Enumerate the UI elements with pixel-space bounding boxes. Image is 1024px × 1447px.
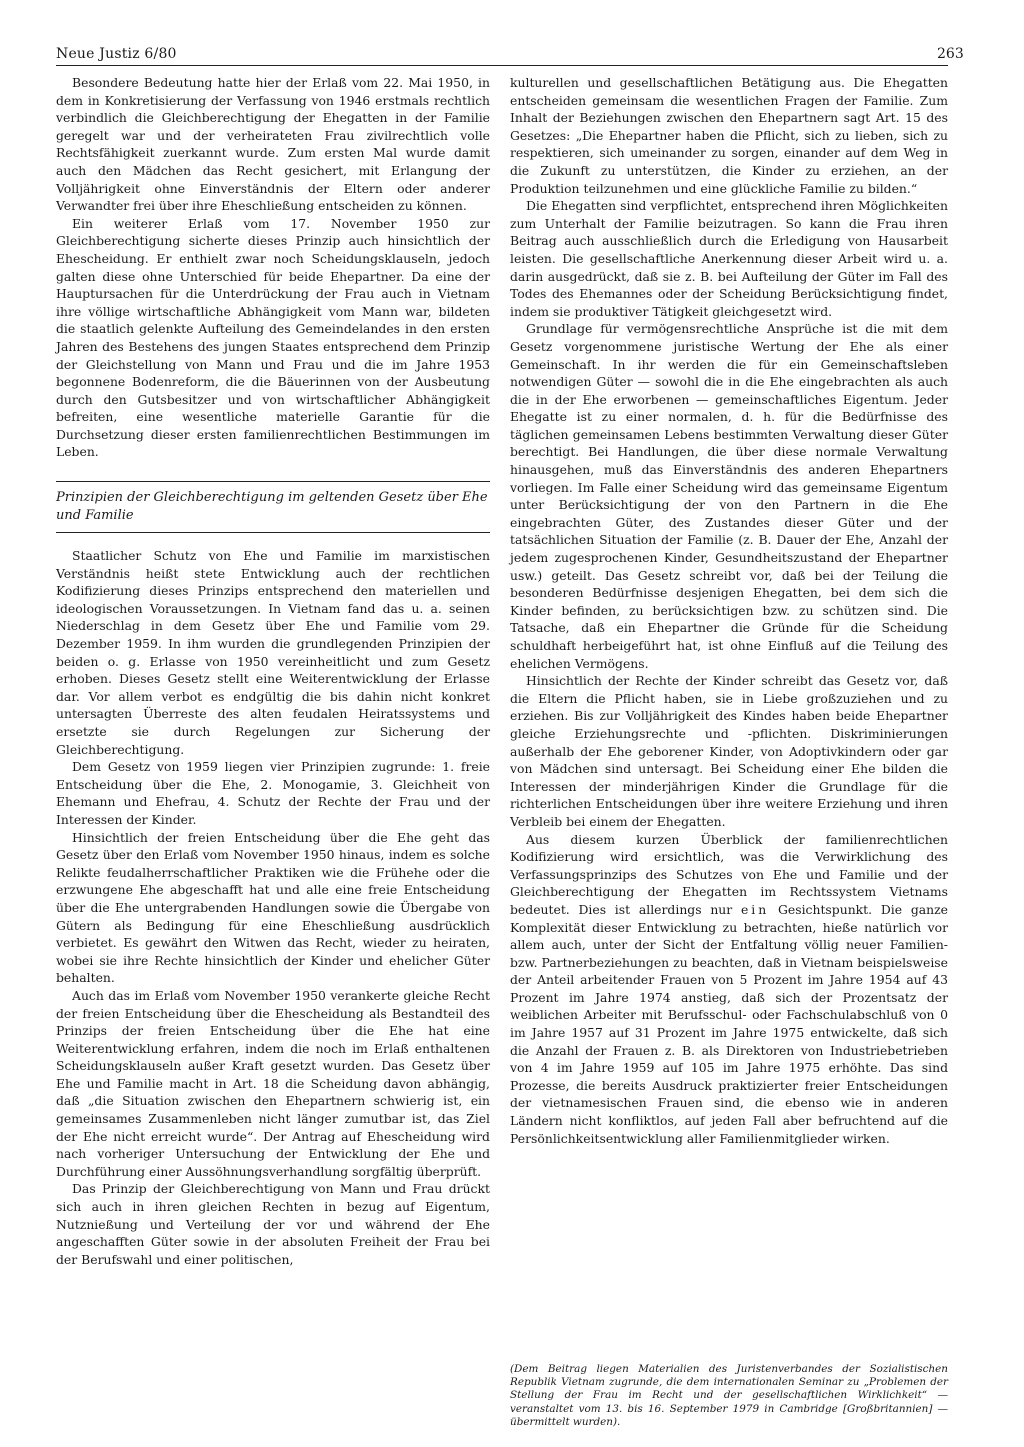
journal-header: Neue Justiz 6/80 <box>56 46 177 62</box>
paragraph: Hinsichtlich der Rechte der Kinder schreibt das Gesetz vor, daß die Eltern die Pflicht haben, sie in Liebe großzuziehen und zu erziehen. Bis zur Volljährigkeit des Kindes haben beide Ehepartner gleiche Erziehungsrechte und -pflichten. Diskriminierungen außerhalb der Ehe geborener Kinder, von Adoptivkindern oder gar von Mädchen sind untersagt. Bei Scheidung einer Ehe bilden die Interessen der minderjährigen Kinder die Grundlage für die richterlichen Entscheidungen über ihre weitere Erziehung und ihren Verbleib bei einem der Ehegatten. <box>510 673 948 829</box>
section-heading: Prinzipien der Gleichberechtigung im geltenden Gesetz über Ehe und Familie <box>56 490 488 524</box>
page-number: 263 <box>937 46 964 62</box>
source-footnote: (Dem Beitrag liegen Materialien des Juristenverbandes der Sozialistischen Republik Vietnam zugrunde, die dem internationalen Seminar zu „Problemen der Stellung der Frau im Recht und der gesellschaftlichen Wirklichkeit“ — veranstaltet vom 13. bis 16. September 1979 in Cambridge [Großbritannien] — übermittelt wurden). <box>510 1363 948 1428</box>
paragraph: Das Prinzip der Gleichberechtigung von Mann und Frau drückt sich auch in ihren gleichen Rechten in bezug auf Eigentum, Nutznießung und Verteilung der vor und während der Ehe angeschafften Güter sowie in der absoluten Freiheit der Frau bei der Berufswahl und einer politischen, <box>56 1181 490 1267</box>
spacer <box>56 533 490 547</box>
header-rule <box>56 65 948 66</box>
left-column <box>56 74 490 1268</box>
paragraph: Die Ehegatten sind verpflichtet, entsprechend ihren Möglichkeiten zum Unterhalt der Familie beizutragen. So kann die Frau ihren Beitrag auch ausschließlich durch die Erledigung von Hausarbeit leisten. Die gesellschaftliche Anerkennung dieser Arbeit wird u. a. darin ausgedrückt, daß sie z. B. bei Aufteilung der Güter im Fall des Todes des Ehemannes oder der Scheidung Berücksichtigung findet, indem sie produktiver Tätigkeit gleichgesetzt wird. <box>510 198 948 319</box>
paragraph <box>510 831 948 1148</box>
emphasized-word: ein <box>740 901 770 917</box>
paragraph: Grundlage für vermögensrechtliche Ansprüche ist die mit dem Gesetz vorgenommene juristische Wertung der Ehe als einer Gemeinschaft. In ihr werden die für ein Gemeinschaftsleben notwendigen Güter — sowohl die in die Ehe eingebrachten als auch die in der Ehe erworbenen — gemeinschaftliches Eigentum. Jeder Ehegatte ist zu einer normalen, d. h. für die Bedürfnisse des täglichen gemeinsamen Lebens bestimmten Verwaltung dieser Güter berechtigt. Bei Handlungen, die über diese normale Verwaltung hinausgehen, muß das Einverständnis des anderen Ehepartners vorliegen. Im Falle einer Scheidung wird das gemeinsame Eigentum unter Berücksichtigung der von den Partnern in die Ehe eingebrachten Güter, des Zustandes dieser Güter und der tatsächlichen Situation der Familie (z. B. Dauer der Ehe, Anzahl der jedem zugesprochenen Kinder, Gesundheitszustand der Ehepartner usw.) geteilt. Das Gesetz schreibt vor, daß bei der Teilung die besonderen Bedürfnisse desjenigen Ehegatten, bei dem sich die Kinder befinden, zu berücksichtigen bzw. zu schützen sind. Die Tatsache, daß ein Ehepartner die Gründe für die Scheidung schuldhaft herbeigeführt hat, ist ohne Einfluß auf die Teilung des ehelichen Vermögens. <box>510 321 948 671</box>
paragraph: Besondere Bedeutung hatte hier der Erlaß vom 22. Mai 1950, in dem in Konkretisierung der Verfassung von 1946 erstmals rechtlich verbindlich die Gleichberechtigung der Ehegatten in der Familie geregelt war und der verheirateten Frau zivilrechtlich volle Rechtsfähigkeit zuerkannt wurde. Zum ersten Mal wurde damit auch den Mädchen das Recht gesichert, mit Erlangung der Volljährigkeit ohne Einverständnis der Eltern oder anderer Verwandter frei über ihre Eheschließung entscheiden zu können. <box>56 75 490 214</box>
paragraph: Dem Gesetz von 1959 liegen vier Prinzipien zugrunde: 1. freie Entscheidung über die Ehe, 2. Monogamie, 3. Gleichheit von Ehemann und Ehefrau, 4. Schutz der Rechte der Frau und der Interessen der Kinder. <box>56 759 490 827</box>
paragraph: Auch das im Erlaß vom November 1950 verankerte gleiche Recht der freien Entscheidung über die Ehescheidung als Bestandteil des Prinzips der freien Entscheidung über die Ehe hat eine Weiterentwicklung erfahren, indem die noch im Erlaß enthaltenen Scheidungsklauseln außer Kraft gesetzt wurden. Das Gesetz über Ehe und Familie macht in Art. 18 die Scheidung davon abhängig, daß „die Situation zwischen den Ehepartnern schwierig ist, ein gemeinsames Zusammenleben nicht länger zumutbar ist, das Ziel der Ehe nicht erreicht wurde“. Der Antrag auf Ehescheidung wird nach vorheriger Untersuchung der Entwicklung der Ehe und Durchführung einer Aussöhnungsverhandlung sorgfältig überprüft. <box>56 987 490 1179</box>
right-column <box>510 74 948 1147</box>
paragraph-text: Aus diesem kurzen Überblick der familienrechtlichen Kodifizierung wird ersichtlich, was die Verwirklichung des Verfassungsprinzips des Schutzes von Ehe und Familie und der Gleichberechtigung der Ehegatten im Rechtssystem Vietnams bedeutet. Dies ist allerdings nur <box>510 831 948 917</box>
spacer <box>56 461 490 481</box>
paragraph: Hinsichtlich der freien Entscheidung über die Ehe geht das Gesetz über den Erlaß vom November 1950 hinaus, indem es solche Relikte feudalherrschaftlicher Praktiken wie die Frühehe oder die erzwungene Ehe abgeschafft hat und alle eine freie Entscheidung über die Ehe untergrabenden Handlungen sowie die Übergabe von Gütern als Bedingung für eine Eheschließung ausdrücklich verbietet. Es gewährt den Witwen das Recht, wieder zu heiraten, wobei sie ihre Rechte hinsichtlich der Kinder und ehelicher Güter behalten. <box>56 829 490 986</box>
paragraph-text: Gesichtspunkt. Die ganze Komplexität dieser Entwicklung zu betrachten, hieße natürlich vor allem auch, unter der Sicht der Entfaltung völlig neuer Familien- bzw. Partnerbeziehungen zu beachten, daß in Vietnam beispielsweise der Anteil arbeitender Frauen von 5 Prozent im Jahre 1954 auf 43 Prozent im Jahre 1974 anstieg, daß sich der Prozentsatz der weiblichen Arbeiter mit Berufsschul- oder Fachschulabschluß von 0 im Jahre 1957 auf 31 Prozent im Jahre 1975 entwickelte, daß sich die Anzahl der Frauen z. B. als Direktoren von Industriebetrieben von 4 im Jahre 1959 auf 105 im Jahre 1975 erhöhte. Das sind Prozesse, die bereits Ausdruck praktizierter freier Entscheidungen der vietnamesischen Frauen sind, die ebenso wie in anderen Ländern nicht konfliktlos, auf jeden Fall aber befruchtend auf die Persönlichkeitsentwicklung aller Familienmitglieder wirken. <box>510 901 948 1146</box>
paragraph: Staatlicher Schutz von Ehe und Familie im marxistischen Verständnis heißt stete Entwicklung auch der rechtlichen Kodifizierung dieses Prinzips entsprechend den materiellen und ideologischen Voraussetzungen. In Vietnam fand das u. a. seinen Niederschlag in dem Gesetz über Ehe und Familie vom 29. Dezember 1959. In ihm wurden die grundlegenden Prinzipien der beiden o. g. Erlasse von 1950 vereinheitlicht und zum Gesetz erhoben. Dieses Gesetz stellt eine Weiterentwicklung der Erlasse dar. Vor allem verbot es endgültig die bis dahin nicht konkret untersagten Überreste des alten feudalen Heiratssystems und ersetzte sie durch Regelungen zur Sicherung der Gleichberechtigung. <box>56 548 490 757</box>
paragraph: kulturellen und gesellschaftlichen Betätigung aus. Die Ehegatten entscheiden gemeinsam die wesentlichen Fragen der Familie. Zum Inhalt der Beziehungen zwischen den Ehepartnern sagt Art. 15 des Gesetzes: „Die Ehepartner haben die Pflicht, sich zu lieben, sich zu respektieren, sich umeinander zu sorgen, einander auf dem Weg in die Zukunft zu unterstützen, die Kinder zu erziehen, an der Produktion teilzunehmen und eine glückliche Familie zu bilden.“ <box>510 75 948 196</box>
paragraph: Ein weiterer Erlaß vom 17. November 1950 zur Gleichberechtigung sicherte dieses Prinzip auch hinsichtlich der Ehescheidung. Er enthielt zwar noch Scheidungsklauseln, jedoch galten diese ohne Unterschied für beide Ehepartner. Da eine der Hauptursachen für die Unterdrückung der Frau auch in Vietnam ihre völlige wirtschaftliche Abhängigkeit vom Mann war, bildeten die staatlich gelenkte Aufteilung des Gemeindelandes in den ersten Jahren des Bestehens des jungen Staates entsprechend dem Prinzip der Gleichstellung von Mann und Frau und die im Jahre 1953 begonnene Bodenreform, die die Bäuerinnen von der Ausbeutung durch den Gutsbesitzer und von wirtschaftlicher Abhängigkeit befreiten, eine wesentliche materielle Garantie für die Durchsetzung dieser ersten familienrechtlichen Bestimmungen im Leben. <box>56 215 490 460</box>
